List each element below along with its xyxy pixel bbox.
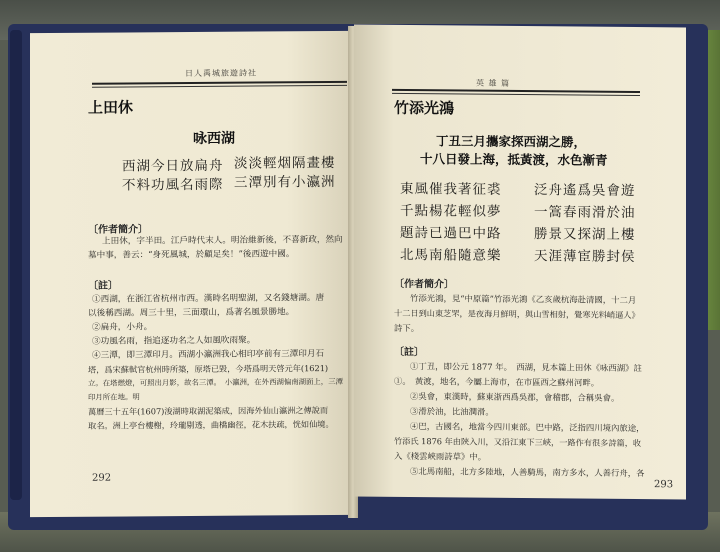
left-verse-2a: 不料功風名雨際 [122, 176, 224, 194]
right-author-heading: 〔作者簡介〕 [394, 278, 454, 291]
left-poet-name: 上田休 [88, 98, 134, 117]
left-note-line-7: 立。在塔燃燈，可照出月影，故名三潭。 小瀛洲，在外西湖偏南湖面上，三潭印月所在地。明 [88, 376, 343, 402]
right-notes-heading: 〔註〕 [394, 346, 424, 359]
left-author-line-2: 墓中事，善云：“身死風城，於顧足矣！”後西遊中國。 [88, 249, 295, 261]
right-note-line-3: ②吳會，東漢時，蘇東浙西爲吳郡，會稽郡，合稱吳會。 [410, 391, 620, 403]
book-spine-edge [10, 30, 22, 500]
left-verse-2b: 三潭別有小瀛洲 [234, 173, 336, 191]
right-note-line-5: ④巴，古國名，地當今四川東部。巴中路，泛指四川境內旅途， [410, 421, 645, 434]
left-notes-heading: 〔註〕 [88, 280, 118, 292]
right-running-head: 英 雄 篇 [476, 78, 511, 88]
right-note-line-2: ①。 黃渡，地名，今屬上海市，在市區西之蘇州河畔。 [394, 375, 600, 388]
right-poem-title-line-2: 十八日發上海，抵黃渡，水色漸青 [420, 151, 608, 168]
left-note-line-5: ④三潭，即三潭印月。西湖小瀛洲我心相印亭前有三潭印月石 [92, 349, 325, 361]
left-verse-1a: 西湖今日放扁舟 [122, 157, 224, 175]
right-verse-4b: 天涯薄宦勝封侯 [534, 248, 636, 266]
left-page [30, 31, 352, 517]
left-author-line-1: 上田休，字半田。江戶時代末人。明治維新後，不喜新政，然向 [102, 234, 343, 247]
right-verse-1b: 泛舟遙爲吳會遊 [534, 182, 636, 200]
right-note-line-6: 竹添氏 1876 年由陝入川，又沿江東下三峽，一路作有很多詩篇，收 [394, 435, 642, 449]
left-note-line-9: 取名。洲上亭台樓榭，玲瓏剔透，曲橋幽徑，花木扶疏，恍如仙境。 [88, 419, 334, 431]
right-poet-name: 竹添光鴻 [394, 98, 455, 118]
left-verse-1b: 淡淡輕烟隔畫樓 [234, 154, 336, 172]
left-note-line-3: ②扁舟，小舟。 [92, 322, 153, 333]
left-header-rule [92, 81, 347, 85]
left-page-number: 292 [92, 472, 112, 484]
right-verse-3a: 題詩已過巴中路 [400, 224, 502, 242]
right-note-line-4: ③滑於油，比油潤滑。 [410, 406, 494, 417]
right-verse-1a: 東風催我著征裘 [400, 180, 502, 198]
right-verse-4a: 北馬南船隨意樂 [400, 246, 502, 264]
left-note-line-2: 以後稱西湖。周三十里，三面環山，爲著名風景勝地。 [88, 307, 295, 319]
right-page-number: 293 [654, 479, 674, 491]
left-note-line-8: 萬曆三十五年(1607)浚湖時取湖泥築成，因海外仙山瀛洲之傳說而 [88, 405, 329, 417]
right-author-line-3: 詩下。 [394, 322, 420, 334]
left-header-rule-thin [92, 85, 347, 88]
left-running-head: 日人禹城旅遊詩社 [185, 68, 257, 79]
right-page [354, 25, 686, 500]
left-note-line-4: ③功風名雨，指追逐功名之人如風吹雨聚。 [92, 335, 256, 347]
left-poem-title: 咏西湖 [193, 130, 235, 147]
right-note-line-8: ⑤北馬南船，北方多陸地，人善騎馬，南方多水，人善行舟，各 [410, 466, 645, 479]
right-author-line-1: 竹添光鴻，見“中原篇”竹添光鴻《乙亥歲杭海赴清國，十二月 [410, 293, 637, 306]
right-note-line-7: 入《棧雲峽雨詩草》中。 [394, 450, 487, 462]
right-verse-2b: 一篙春雨滑於油 [534, 204, 636, 222]
right-poem-title-line-1: 丁丑三月攜家探西湖之勝， [436, 133, 587, 150]
right-verse-2a: 千點楊花輕似夢 [400, 202, 502, 220]
right-header-rule-thin [392, 93, 640, 96]
left-note-line-1: ①西湖，在浙江省杭州市西。漢時名明聖湖，又名錢塘湖。唐 [92, 293, 325, 305]
right-author-line-2: 十二日到山東芝罘，是夜海月鮮明，與山雪相射，覺寒光料峭逼人》 [394, 307, 640, 321]
right-note-line-1: ①丁丑，即公元 1877 年。 西湖，見本篇上田休《咏西湖》註 [410, 361, 642, 374]
right-verse-3b: 勝景又探湖上樓 [534, 226, 636, 244]
left-note-line-6: 塔，爲宋蘇軾官杭州時所築，原塔已毀，今塔爲明天啓元年(1621) [88, 363, 329, 375]
left-author-heading: 〔作者簡介〕 [88, 224, 148, 236]
